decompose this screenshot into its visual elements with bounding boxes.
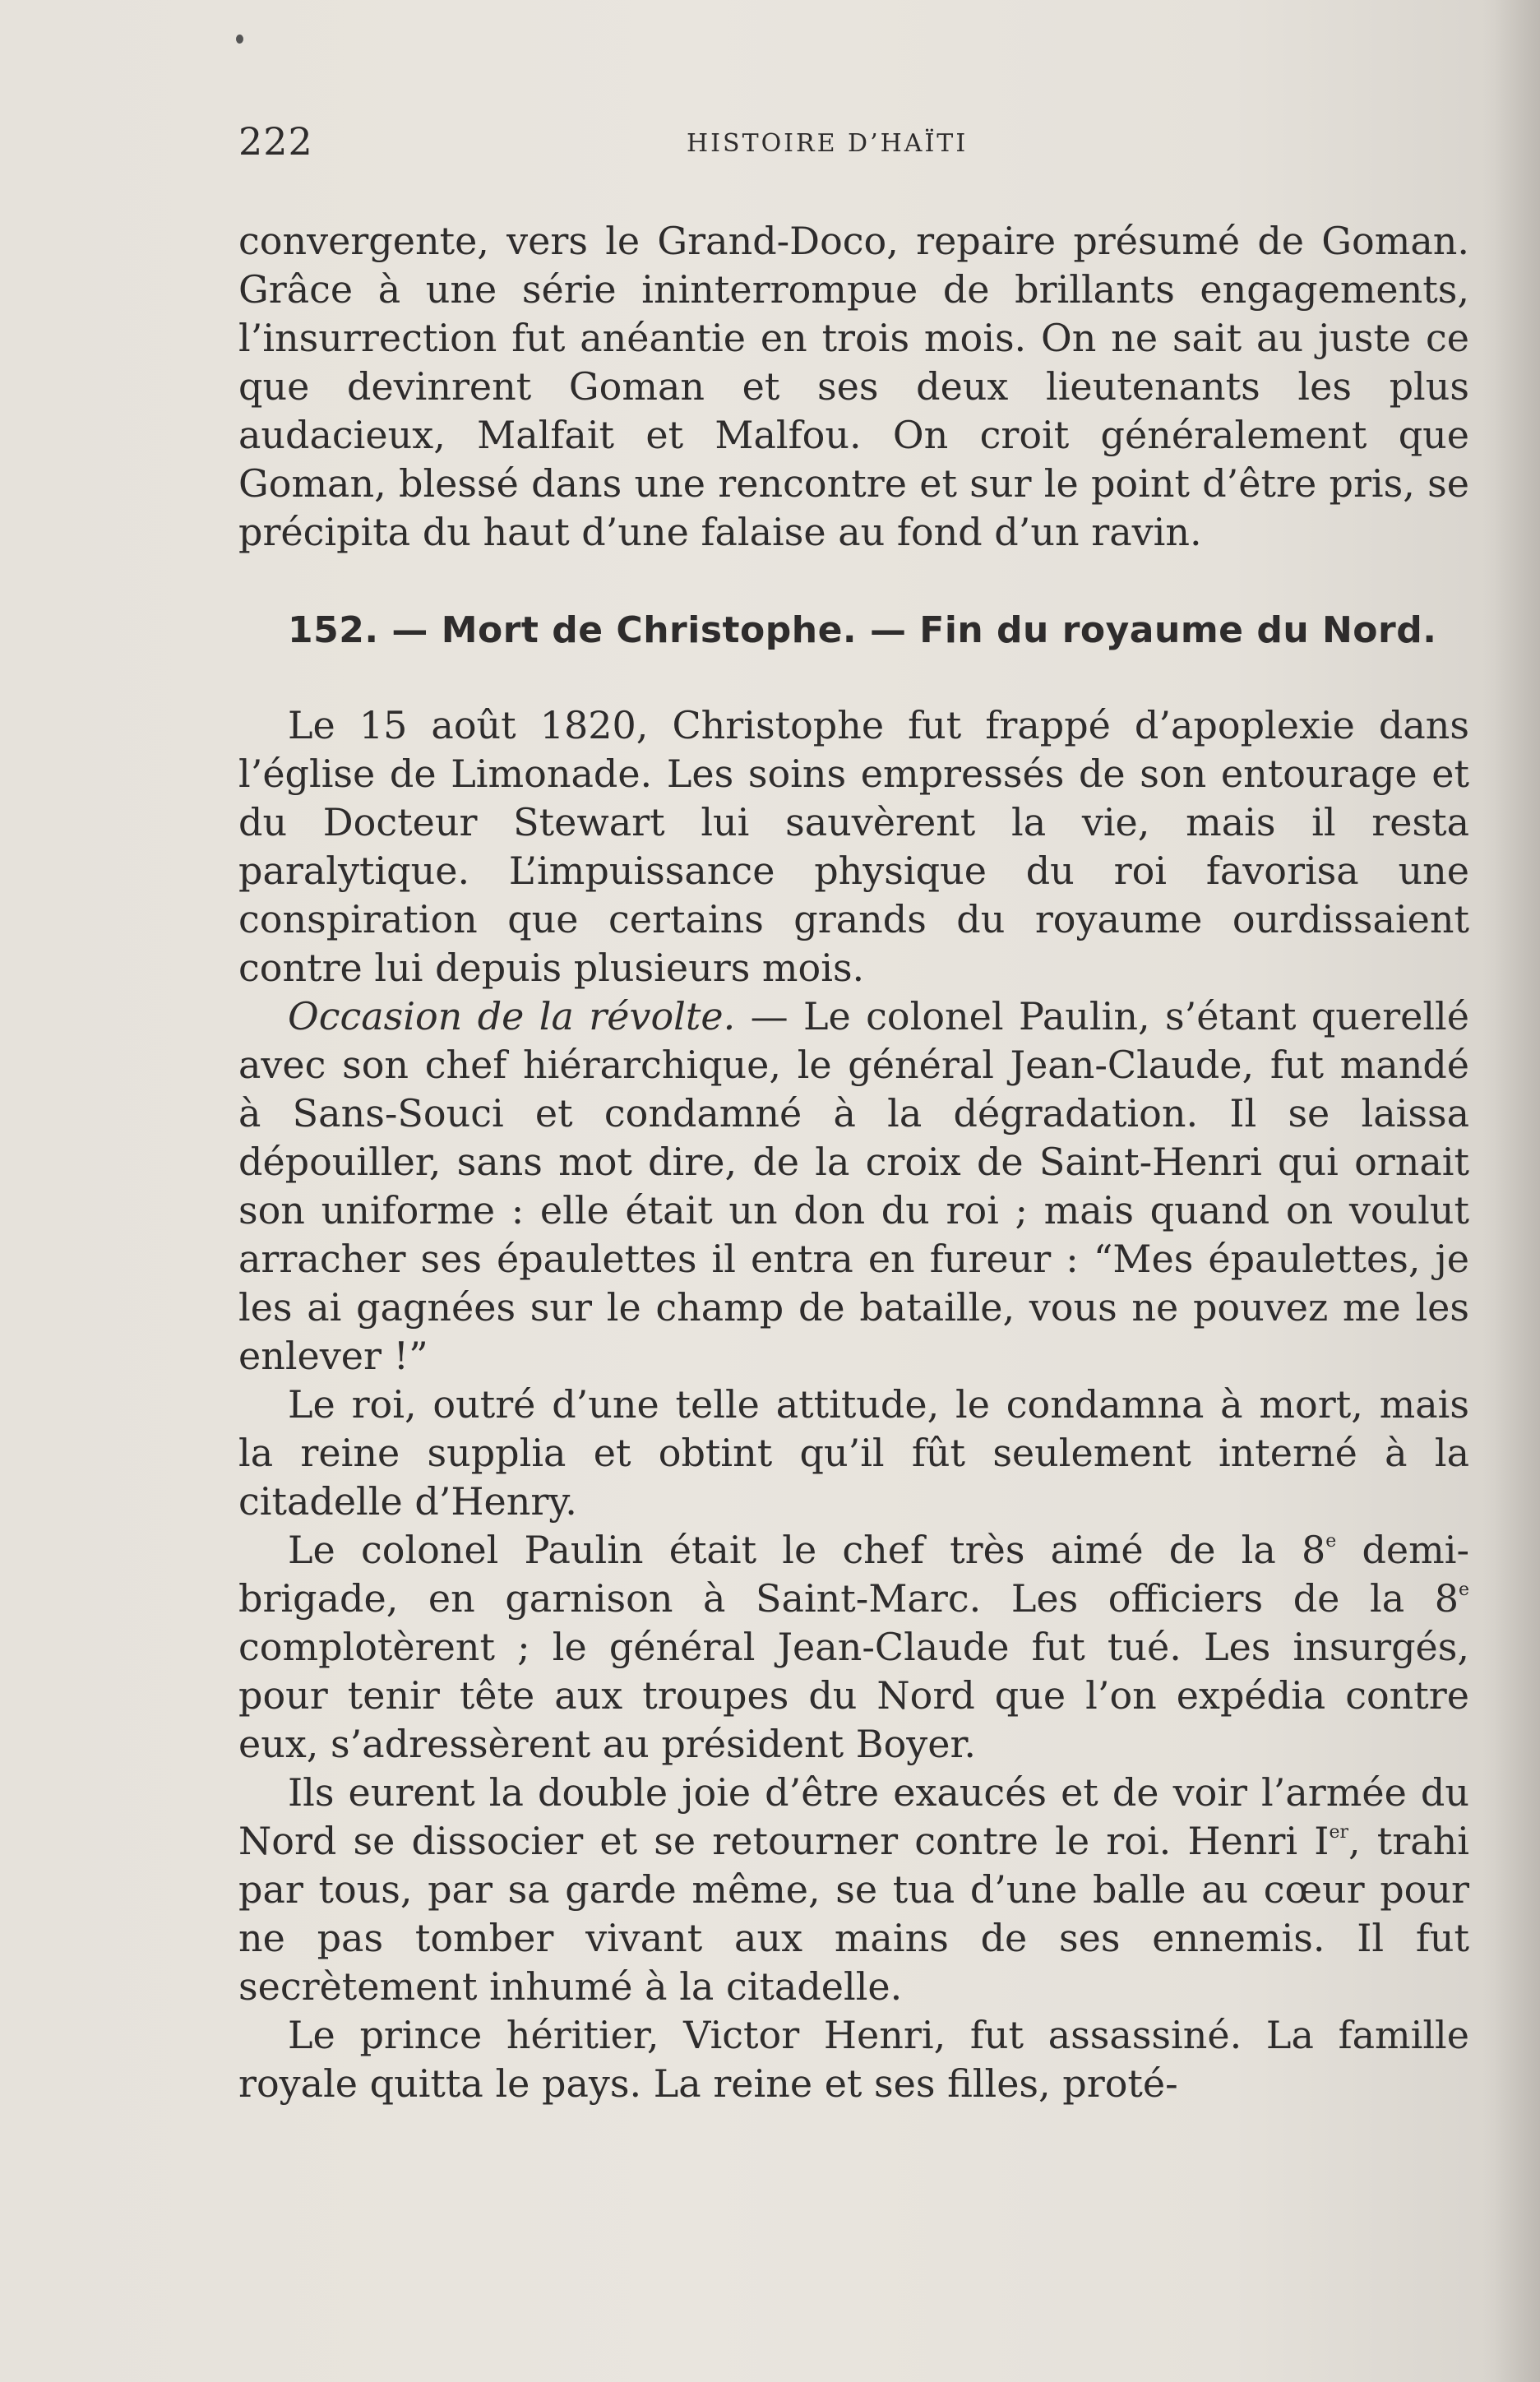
paragraph-revolt-occasion: [238, 992, 1469, 1381]
paragraph-henri-part-a: Ils eurent la double joie d’être exaucés et de voir l’armée du Nord se dissocier et se retourner contre le roi. Henri I: [238, 1770, 1469, 1863]
paragraph-revolt-text: — Le colonel Paulin, s’étant querellé avec son chef hiérarchique, le général Jean-Claude, fut mandé à Sans-Souci et condamné à la dégradation. Il se laissa dépouiller, sans mot dire, de la croix de Saint-Henri qui ornait son uniforme : elle était un don du roi ; mais quand on voulut arracher ses épaulettes il entra en fureur : “Mes épaulettes, je les ai gagnées sur le champ de bataille, vous ne pouvez me les enlever !”: [238, 994, 1469, 1378]
body-text: [238, 217, 1469, 2108]
paragraph-paulin-part-a: Le colonel Paulin était le chef très aimé de la 8: [288, 1528, 1326, 1572]
paragraph-continuation: convergente, vers le Grand-Doco, repaire présumé de Goman. Grâce à une série ininterrompue de brillants engagements, l’insurrection fut anéantie en trois mois. On ne sait au juste ce que devinrent Goman et ses deux lieutenants les plus audacieux, Malfait et Malfou. On croit généralement que Goman, blessé dans une rencontre et sur le point d’être pris, se précipita du haut d’une falaise au fond d’un ravin.: [238, 219, 1469, 554]
paragraph-paulin-part-b: demi-brigade, en garnison à Saint-Marc. Les officiers de la 8: [238, 1528, 1470, 1621]
superscript-er: er: [1329, 1822, 1348, 1843]
page-header: [238, 119, 1472, 169]
paragraph-henri-part-b: , trahi par tous, par sa garde même, se tua d’une balle au cœur pour ne pas tomber vivant aux mains de ses ennemis. Il fut secrètement inhumé à la citadelle.: [238, 1819, 1469, 2009]
paragraph-paulin-part-c: complotèrent ; le général Jean-Claude fut tué. Les insurgés, pour tenir tête aux troupes du Nord que l’on expédia contre eux, s’adressèrent au président Boyer.: [238, 1625, 1469, 1766]
ink-speck: [236, 35, 243, 44]
section-heading: 152. — Mort de Christophe. — Fin du royaume du Nord.: [288, 609, 1437, 651]
subheading-italic: Occasion de la révolte.: [288, 994, 736, 1038]
paragraph-king-outrage: Le roi, outré d’une telle attitude, le condamna à mort, mais la reine supplia et obtint qu’il fût seulement interné à la citadelle d’Henry.: [238, 1382, 1469, 1524]
paragraph-royal-family: Le prince héritier, Victor Henri, fut assassiné. La famille royale quitta le pays. La reine et ses filles, proté-: [238, 2013, 1469, 2106]
paragraph-paulin: [238, 1526, 1469, 1769]
page-edge-shadow: [1482, 0, 1540, 2382]
running-title: HISTOIRE D’HAÏTI: [687, 129, 969, 158]
page-number: 222: [238, 119, 313, 164]
paragraph-henri-death: [238, 1769, 1469, 2011]
superscript-e: e: [1325, 1531, 1337, 1552]
paragraph-apoplexy: Le 15 août 1820, Christophe fut frappé d’apoplexie dans l’église de Limonade. Les soins empressés de son entourage et du Docteur Stewart lui sauvèrent la vie, mais il resta paralytique. L’impuissance physique du roi favorisa une conspiration que certains grands du royaume ourdissaient contre lui depuis plusieurs mois.: [238, 703, 1469, 990]
superscript-e: e: [1458, 1580, 1469, 1600]
